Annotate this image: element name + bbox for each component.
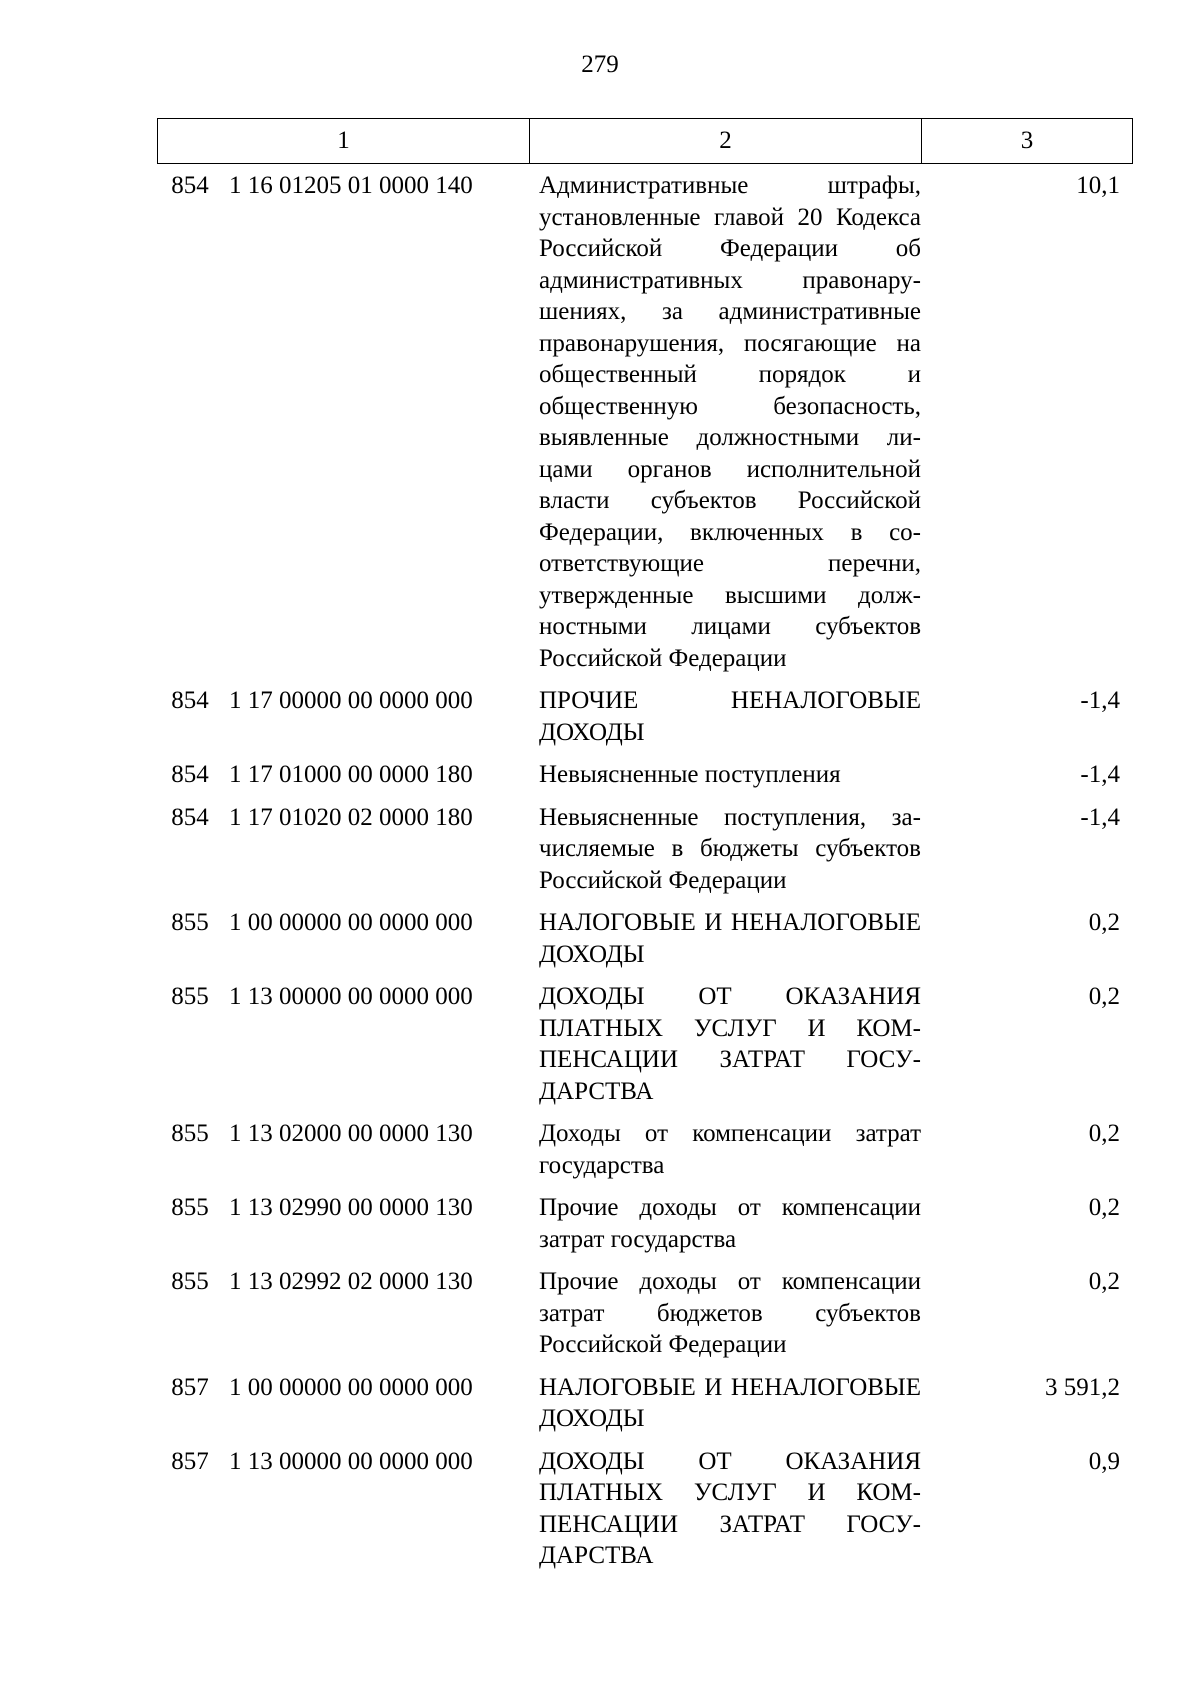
revenue-code: 1 13 02000 00 0000 130 — [229, 1120, 473, 1147]
table-row — [157, 802, 1132, 897]
table-body — [157, 170, 1132, 1583]
amount: -1,4 — [1080, 761, 1120, 788]
revenue-code: 1 13 02990 00 0000 130 — [229, 1194, 473, 1221]
admin-code: 855 — [171, 909, 209, 936]
revenue-code: 1 13 02992 02 0000 130 — [229, 1268, 473, 1295]
header-column-3: 3 — [922, 119, 1133, 164]
revenue-code: 1 00 00000 00 0000 000 — [229, 1373, 473, 1401]
amount: 0,2 — [1088, 909, 1120, 936]
table-row — [157, 685, 1132, 748]
admin-code: 854 — [171, 687, 209, 714]
revenue-code: 1 17 00000 00 0000 000 — [229, 687, 473, 714]
header-column-2: 2 — [530, 119, 922, 164]
table-row — [157, 1266, 1132, 1361]
table-row — [157, 1118, 1132, 1181]
admin-code: 854 — [171, 803, 209, 831]
revenue-code: 1 13 00000 00 0000 000 — [229, 1447, 473, 1475]
amount: 0,9 — [1088, 1447, 1120, 1475]
header-row — [158, 119, 1133, 164]
table-row — [157, 170, 1132, 674]
revenue-code: 1 00 00000 00 0000 000 — [229, 909, 473, 936]
revenue-name: Доходы от компенсации затрат государства — [539, 1120, 921, 1179]
revenue-name: НАЛОГОВЫЕ И НЕНАЛОГОВЫЕ ДОХОДЫ — [539, 1373, 921, 1432]
revenue-code: 1 16 01205 01 0000 140 — [229, 172, 473, 199]
revenue-name: Прочие доходы от компенсации затрат государства — [539, 1194, 921, 1253]
revenue-name: ПРОЧИЕ НЕНАЛОГОВЫЕ ДОХОДЫ — [539, 687, 921, 746]
amount: 10,1 — [1076, 172, 1120, 199]
admin-code: 855 — [171, 1268, 209, 1295]
table-row — [157, 981, 1132, 1107]
amount: 0,2 — [1088, 1120, 1120, 1147]
revenue-name: ДОХОДЫ ОТ ОКАЗАНИЯ ПЛАТНЫХ УСЛУГ И КОМПЕНСАЦИИ ЗАТРАТ ГОСУДАРСТВА — [539, 983, 921, 1105]
revenue-code: 1 17 01000 00 0000 180 — [229, 761, 473, 788]
admin-code: 857 — [171, 1373, 209, 1401]
revenue-name: Прочие доходы от компенсации затрат бюджетов субъектов Российской Федерации — [539, 1268, 921, 1358]
table-row — [157, 907, 1132, 970]
amount: 3 591,2 — [1045, 1373, 1120, 1401]
admin-code: 854 — [171, 761, 209, 788]
admin-code: 854 — [171, 172, 209, 199]
admin-code: 857 — [171, 1447, 209, 1475]
revenue-code: 1 17 01020 02 0000 180 — [229, 803, 473, 831]
revenue-code: 1 13 00000 00 0000 000 — [229, 983, 473, 1010]
amount: 0,2 — [1088, 1194, 1120, 1221]
table-row — [157, 1192, 1132, 1255]
revenue-name: ДОХОДЫ ОТ ОКАЗАНИЯ ПЛАТНЫХ УСЛУГ И КОМПЕНСАЦИИ ЗАТРАТ ГОСУДАРСТВА — [539, 1447, 921, 1569]
amount: -1,4 — [1080, 803, 1120, 831]
admin-code: 855 — [171, 1120, 209, 1147]
revenue-name: Невыясненные поступления, зачисляемые в бюджеты субъектов Российской Федерации — [539, 803, 921, 894]
amount: -1,4 — [1080, 687, 1120, 714]
admin-code: 855 — [171, 1194, 209, 1221]
table-header — [157, 118, 1133, 164]
amount: 0,2 — [1088, 1268, 1120, 1295]
page-number: 279 — [581, 51, 619, 78]
admin-code: 855 — [171, 983, 209, 1010]
revenue-name: Административные штрафы, установленные главой 20 Кодекса Российской Федерации об административных правонарушениях, за административные правонарушения, посягающие на общественный порядок и общественную безопасность, выявленные должностными лицами органов исполнительной власти субъектов Российской Федерации, включенных в соответствующие перечни, утвержденные высшими должностными лицами субъектов Российской Федерации — [539, 172, 921, 672]
revenue-name: Невыясненные поступления — [539, 761, 841, 788]
table-row — [157, 1446, 1132, 1572]
table-row — [157, 759, 1132, 791]
revenue-name: НАЛОГОВЫЕ И НЕНАЛОГОВЫЕ ДОХОДЫ — [539, 909, 921, 968]
header-column-1: 1 — [158, 119, 530, 164]
amount: 0,2 — [1088, 983, 1120, 1010]
table-row — [157, 1372, 1132, 1435]
